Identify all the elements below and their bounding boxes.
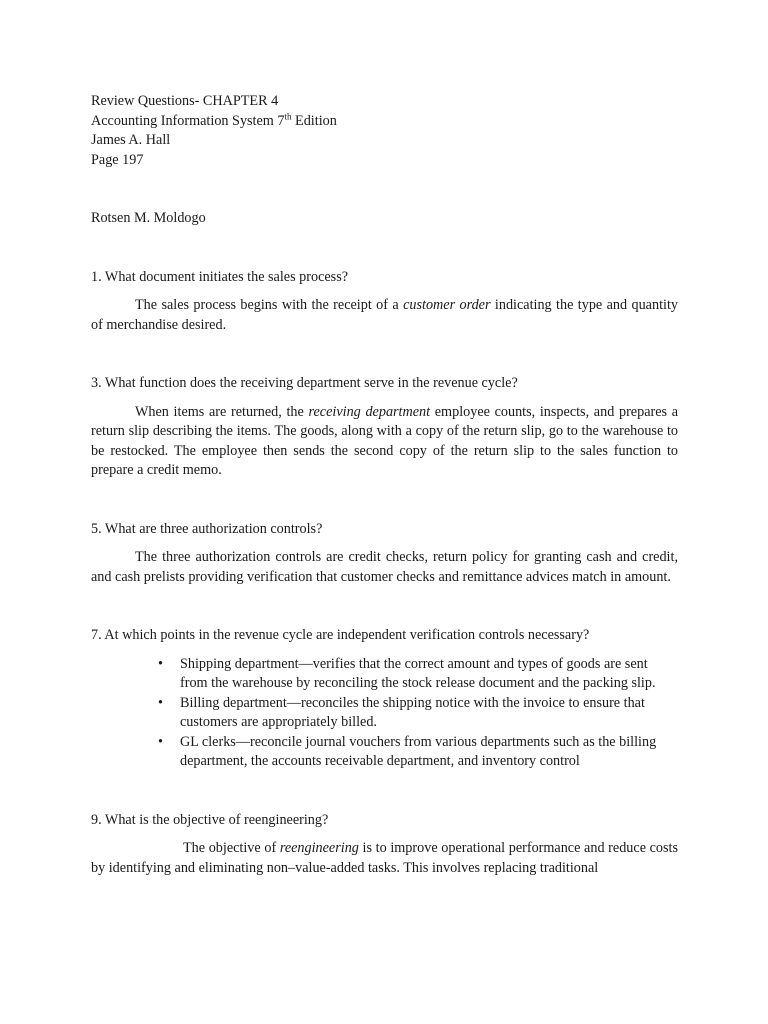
student-name: Rotsen M. Moldogo (91, 210, 206, 226)
bullet-icon: • (158, 655, 163, 672)
bullet-icon: • (158, 694, 163, 711)
question-9: 9. What is the objective of reengineering? (91, 811, 329, 828)
bullet-icon: • (158, 733, 163, 750)
question-3: 3. What function does the receiving department serve in the revenue cycle? (91, 375, 518, 391)
answer-1: The sales process begins with the receipt of a customer order indicating the type and quantity of merchandise desired. (91, 297, 678, 333)
question-5: 5. What are three authorization controls? (91, 520, 323, 537)
list-item: • Billing department—reconciles the shipping notice with the invoice to ensure that customers are appropriately billed. (158, 694, 645, 730)
header-book-title: Accounting Information System 7th Edition (91, 110, 337, 129)
header-book-author: James A. Hall (91, 132, 171, 148)
list-item: • GL clerks—reconcile journal vouchers from various departments such as the billing department, the accounts receivable department, and inventory control (158, 733, 657, 769)
list-item: • Shipping department—verifies that the correct amount and types of goods are sent from the warehouse by reconciling the stock release document and the packing slip. (158, 655, 656, 691)
header-chapter: Review Questions- CHAPTER 4 (91, 93, 279, 109)
question-7: 7. At which points in the revenue cycle are independent verification controls necessary? (91, 627, 590, 643)
answer-7-list (91, 655, 678, 772)
answer-9: The objective of reengineering is to improve operational performance and reduce costs by identifying and eliminating non–value-added tasks. This involves replacing traditional (91, 840, 679, 876)
question-1: 1. What document initiates the sales process? (91, 268, 349, 285)
document-header (91, 92, 678, 170)
answer-3: When items are returned, the receiving department employee counts, inspects, and prepares a return slip describing the items. The goods, along with a copy of the return slip, go to the warehouse to be restocked. The employee then sends the second copy of the return slip to the sales function to prepare a credit memo. (91, 403, 679, 478)
header-page-number: Page 197 (91, 151, 144, 168)
answer-5: The three authorization controls are credit checks, return policy for granting cash and credit, and cash prelists providing verification that customer checks and remittance advices match in amount. (91, 549, 678, 585)
